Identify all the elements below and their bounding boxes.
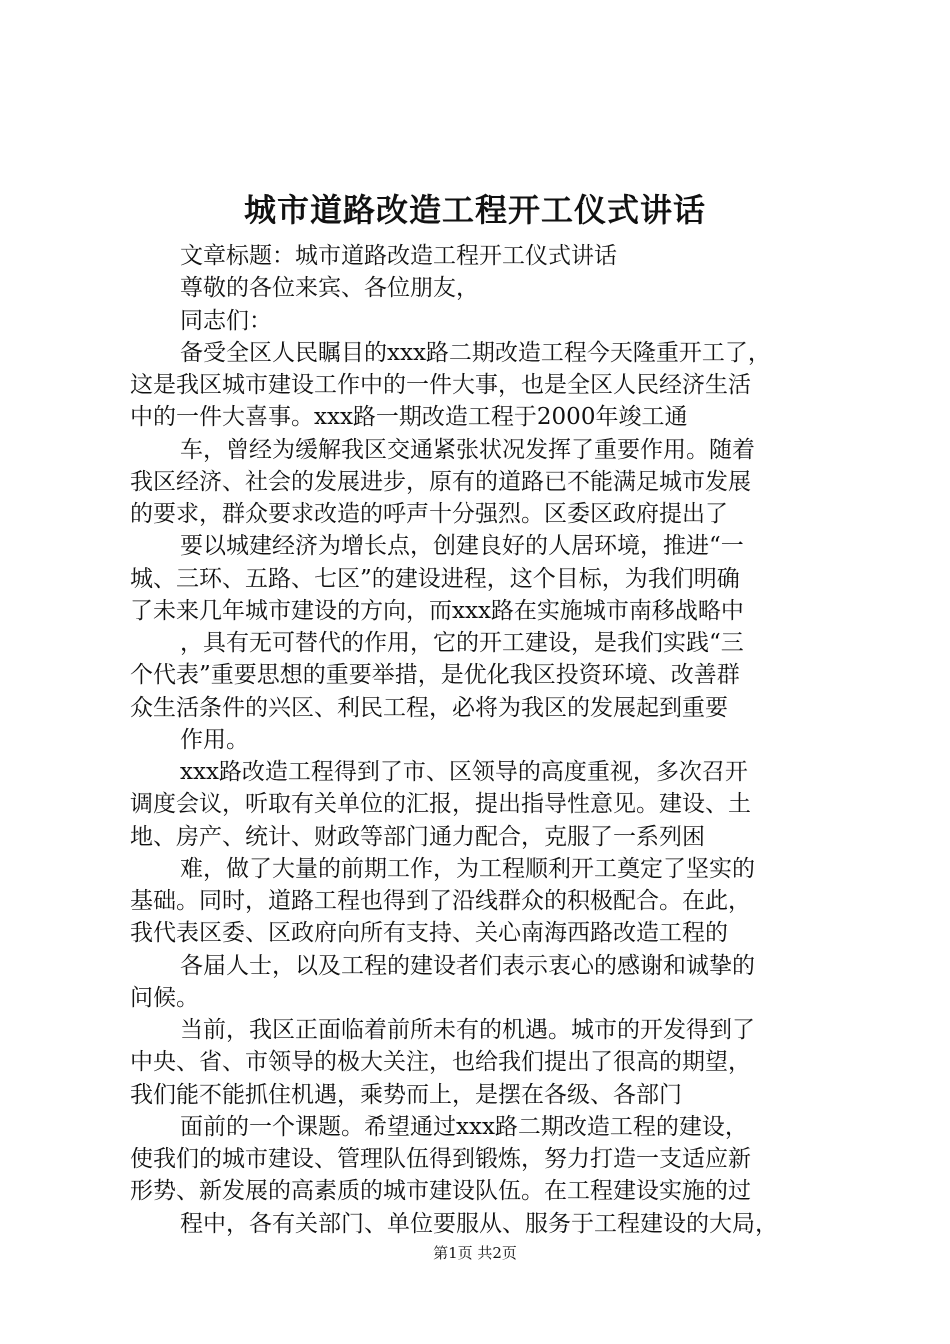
text-line: 这是我区城市建设工作中的一件大事，也是全区人民经济生活 xyxy=(130,372,751,398)
text-line: 众生活条件的兴区、利民工程，必将为我区的发展起到重要 xyxy=(130,694,728,721)
text-line: 了未来几年城市建设的方向，而xxx路在实施城市南移战略中 xyxy=(130,597,744,624)
text-line: 面前的一个课题。希望通过xxx路二期改造工程的建设， xyxy=(180,1113,748,1140)
text-line: 中的一件大喜事。xxx路一期改造工程于2000年竣工通 xyxy=(130,404,688,431)
document-body xyxy=(130,240,840,1240)
text-line: 我们能不能抓住机遇，乘势而上，是摆在各级、各部门 xyxy=(130,1081,682,1108)
text-line: 我代表区委、区政府向所有支持、关心南海西路改造工程的 xyxy=(130,920,728,947)
page-footer: 第1页 共2页 xyxy=(433,1244,517,1262)
text-line: 个代表”重要思想的重要举措，是优化我区投资环境、改善群 xyxy=(130,662,740,689)
text-line: 问候。 xyxy=(130,984,199,1011)
text-line: 的要求，群众要求改造的呼声十分强烈。区委区政府提出了 xyxy=(130,501,728,527)
text-line: 当前，我区正面临着前所未有的机遇。城市的开发得到了 xyxy=(180,1017,755,1043)
text-line: 文章标题：城市道路改造工程开工仪式讲话 xyxy=(180,243,617,269)
text-line: 车，曾经为缓解我区交通紧张状况发挥了重要作用。随着 xyxy=(180,436,755,463)
text-line: 地、房产、统计、财政等部门通力配合，克服了一系列困 xyxy=(130,823,705,850)
text-line: 各届人士，以及工程的建设者们表示衷心的感谢和诚挚的 xyxy=(180,952,755,979)
text-line: 我区经济、社会的发展进步，原有的道路已不能满足城市发展 xyxy=(130,468,751,495)
document-title: 城市道路改造工程开工仪式讲话 xyxy=(243,191,706,229)
text-line: 程中，各有关部门、单位要服从、服务于工程建设的大局， xyxy=(180,1210,778,1237)
text-line: ，具有无可替代的作用，它的开工建设，是我们实践“三 xyxy=(180,630,744,656)
text-line: 难，做了大量的前期工作，为工程顺利开工奠定了坚实的 xyxy=(180,855,755,882)
text-line: 尊敬的各位来宾、各位朋友， xyxy=(180,275,479,302)
text-line: 基础。同时，道路工程也得到了沿线群众的积极配合。在此， xyxy=(130,888,751,914)
text-line: 同志们： xyxy=(180,307,272,334)
text-line: 形势、新发展的高素质的城市建设队伍。在工程建设实施的过 xyxy=(130,1178,751,1205)
text-line: 要以城建经济为增长点，创建良好的人居环境，推进“一 xyxy=(180,533,744,560)
text-line: 调度会议，听取有关单位的汇报，提出指导性意见。建设、土 xyxy=(130,791,751,818)
text-line: 备受全区人民瞩目的xxx路二期改造工程今天隆重开工了， xyxy=(180,339,771,366)
text-line: 城、三环、五路、七区”的建设进程，这个目标，为我们明确 xyxy=(130,565,740,592)
text-line: 使我们的城市建设、管理队伍得到锻炼，努力打造一支适应新 xyxy=(130,1146,751,1172)
text-line: 作用。 xyxy=(180,726,249,753)
text-line: xxx路改造工程得到了市、区领导的高度重视，多次召开 xyxy=(180,759,748,785)
text-line: 中央、省、市领导的极大关注，也给我们提出了很高的期望， xyxy=(130,1049,751,1076)
